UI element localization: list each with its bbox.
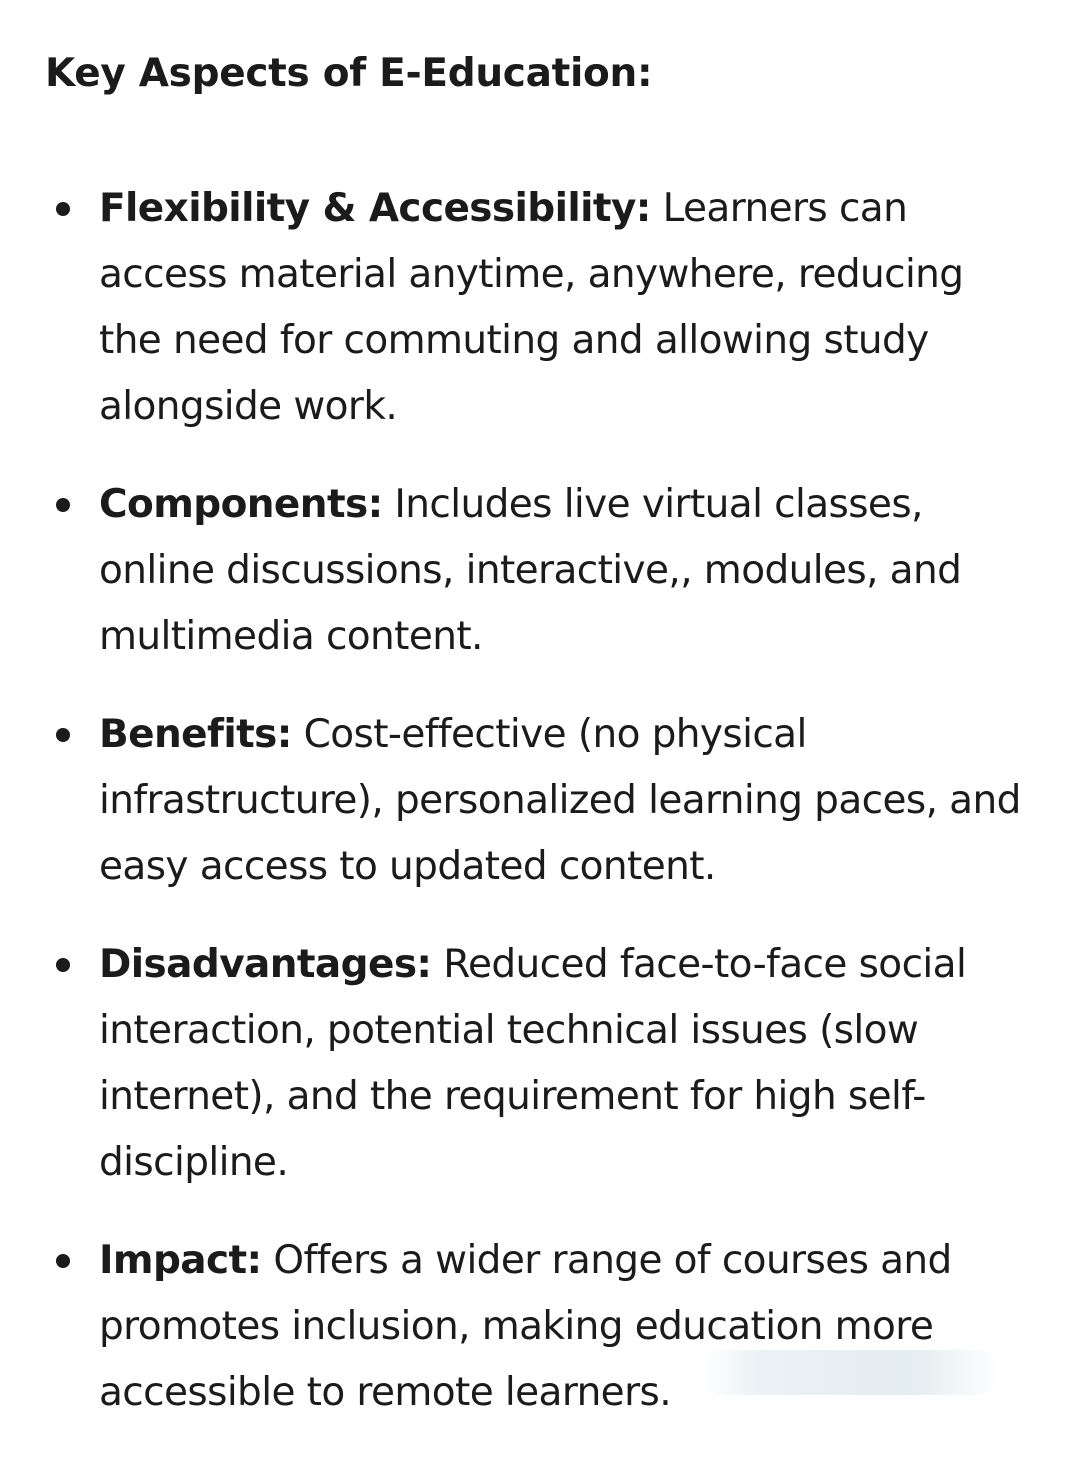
faded-overlay xyxy=(700,1350,1000,1395)
list-item-text: Cost-effective (no physical infrastructure), personalized learning paces, and easy access to updated content. xyxy=(99,712,1021,889)
list-item-term: Components: xyxy=(99,482,383,527)
list-item-components xyxy=(45,472,1035,670)
response-content xyxy=(45,44,1035,1458)
aspects-list xyxy=(45,176,1035,1426)
list-item-term: Flexibility & Accessibility: xyxy=(99,186,651,231)
list-item-text: Offers a wider range of courses and promotes inclusion, making education more accessible to remote learners. xyxy=(99,1238,952,1415)
list-item-disadvantages xyxy=(45,932,1035,1196)
list-item-impact xyxy=(45,1228,1035,1426)
list-item-term: Impact: xyxy=(99,1238,262,1283)
list-item-flexibility xyxy=(45,176,1035,440)
list-item-text: Reduced face-to-face social interaction, potential technical issues (slow internet), and the requirement for high self-discipline. xyxy=(99,942,967,1185)
list-item-text: Includes live virtual classes, online discussions, interactive,, modules, and multimedia content. xyxy=(99,482,962,659)
list-item-benefits xyxy=(45,702,1035,900)
list-item-term: Disadvantages: xyxy=(99,942,432,987)
section-heading: Key Aspects of E-Education: xyxy=(45,51,653,96)
list-item-term: Benefits: xyxy=(99,712,292,757)
list-item-text: Learners can access material anytime, anywhere, reducing the need for commuting and allowing study alongside work. xyxy=(99,186,964,429)
